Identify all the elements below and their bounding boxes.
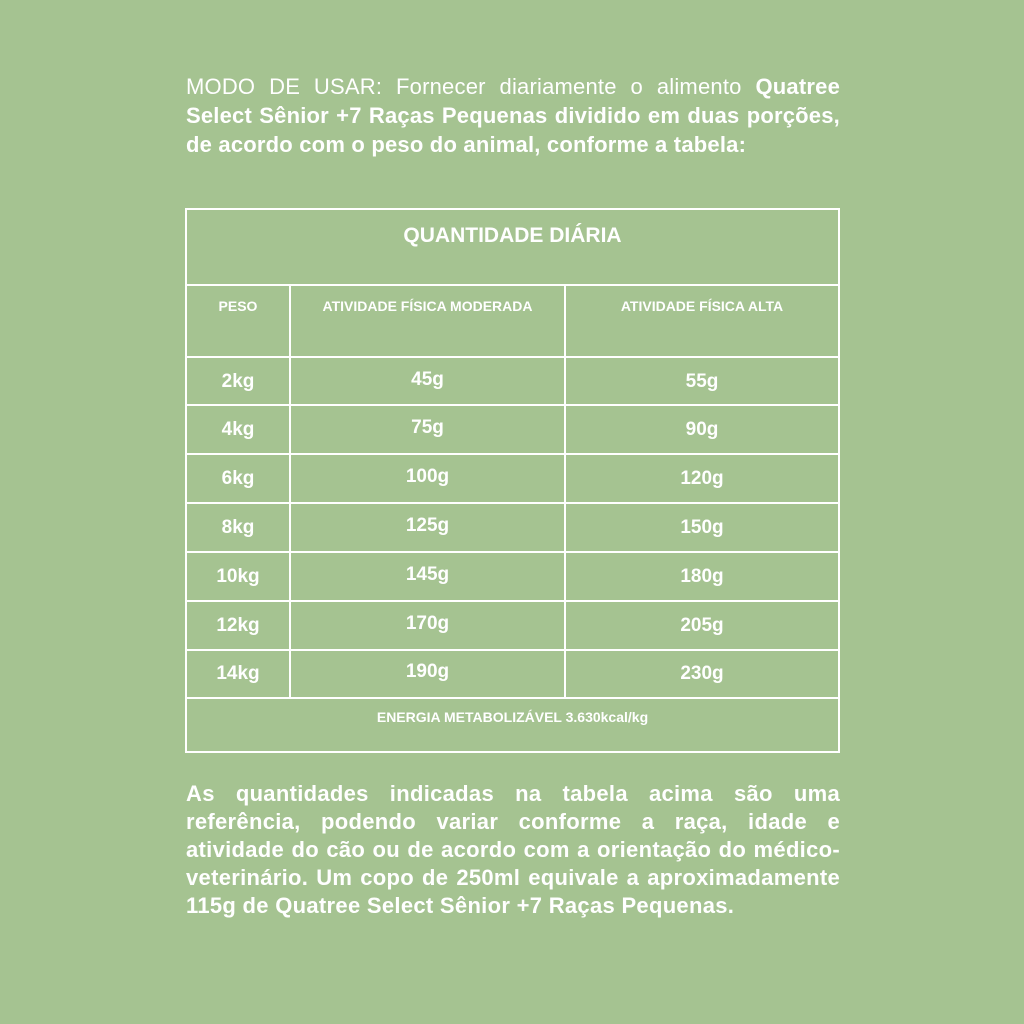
- table-cell-moderate: 145g: [405, 563, 450, 585]
- table-cell-moderate: 45g: [411, 368, 444, 390]
- product-name: Quatree Select Sênior +7 Raças Pequenas: [186, 74, 841, 128]
- note-product: Quatree Select Sênior +7 Raças Pequenas.: [275, 893, 735, 918]
- header-alta: ATIVIDADE FÍSICA ALTA: [620, 298, 784, 314]
- usage-rest: dividido em duas porções, de acordo com o peso do animal, conforme a tabela:: [186, 103, 840, 157]
- table-cell-moderate: 100g: [405, 465, 450, 487]
- table-cell-weight: 6kg: [221, 467, 255, 489]
- note-text: As quantidades indicadas na tabela acima são uma referência, podendo variar conforme a raça, idade e atividade do cão ou de acordo com a orientação do médico-veterinário. Um copo de 250ml equivale a aproximadamente 115g de: [186, 781, 840, 918]
- header-moderada: ATIVIDADE FÍSICA MODERADA: [322, 298, 533, 314]
- header-peso: PESO: [218, 298, 258, 314]
- table-cell-high: 120g: [680, 467, 724, 489]
- reference-note: [186, 780, 840, 920]
- usage-label: MODO DE USAR: Fornecer diariamente o alimento: [186, 74, 742, 99]
- table-cell-moderate: 75g: [411, 416, 444, 438]
- table-cell-high: 55g: [685, 370, 719, 392]
- table-cell-moderate: 190g: [405, 660, 450, 682]
- table-cell-weight: 12kg: [216, 614, 260, 636]
- table-cell-moderate: 125g: [405, 514, 450, 536]
- table-cell-weight: 14kg: [216, 662, 260, 684]
- table-cell-high: 230g: [680, 662, 724, 684]
- usage-instructions: [186, 72, 840, 159]
- table-title: QUANTIDADE DIÁRIA: [403, 224, 622, 247]
- table-cell-high: 180g: [680, 565, 724, 587]
- table-cell-high: 150g: [680, 516, 724, 538]
- table-cell-weight: 2kg: [221, 370, 255, 392]
- table-cell-weight: 4kg: [221, 418, 255, 440]
- table-cell-weight: 10kg: [216, 565, 260, 587]
- energy-footer: ENERGIA METABOLIZÁVEL 3.630kcal/kg: [376, 709, 649, 725]
- table-cell-high: 205g: [680, 614, 724, 636]
- table-cell-high: 90g: [685, 418, 719, 440]
- daily-quantity-table: [185, 208, 840, 753]
- table-cell-moderate: 170g: [405, 612, 450, 634]
- table-cell-weight: 8kg: [221, 516, 255, 538]
